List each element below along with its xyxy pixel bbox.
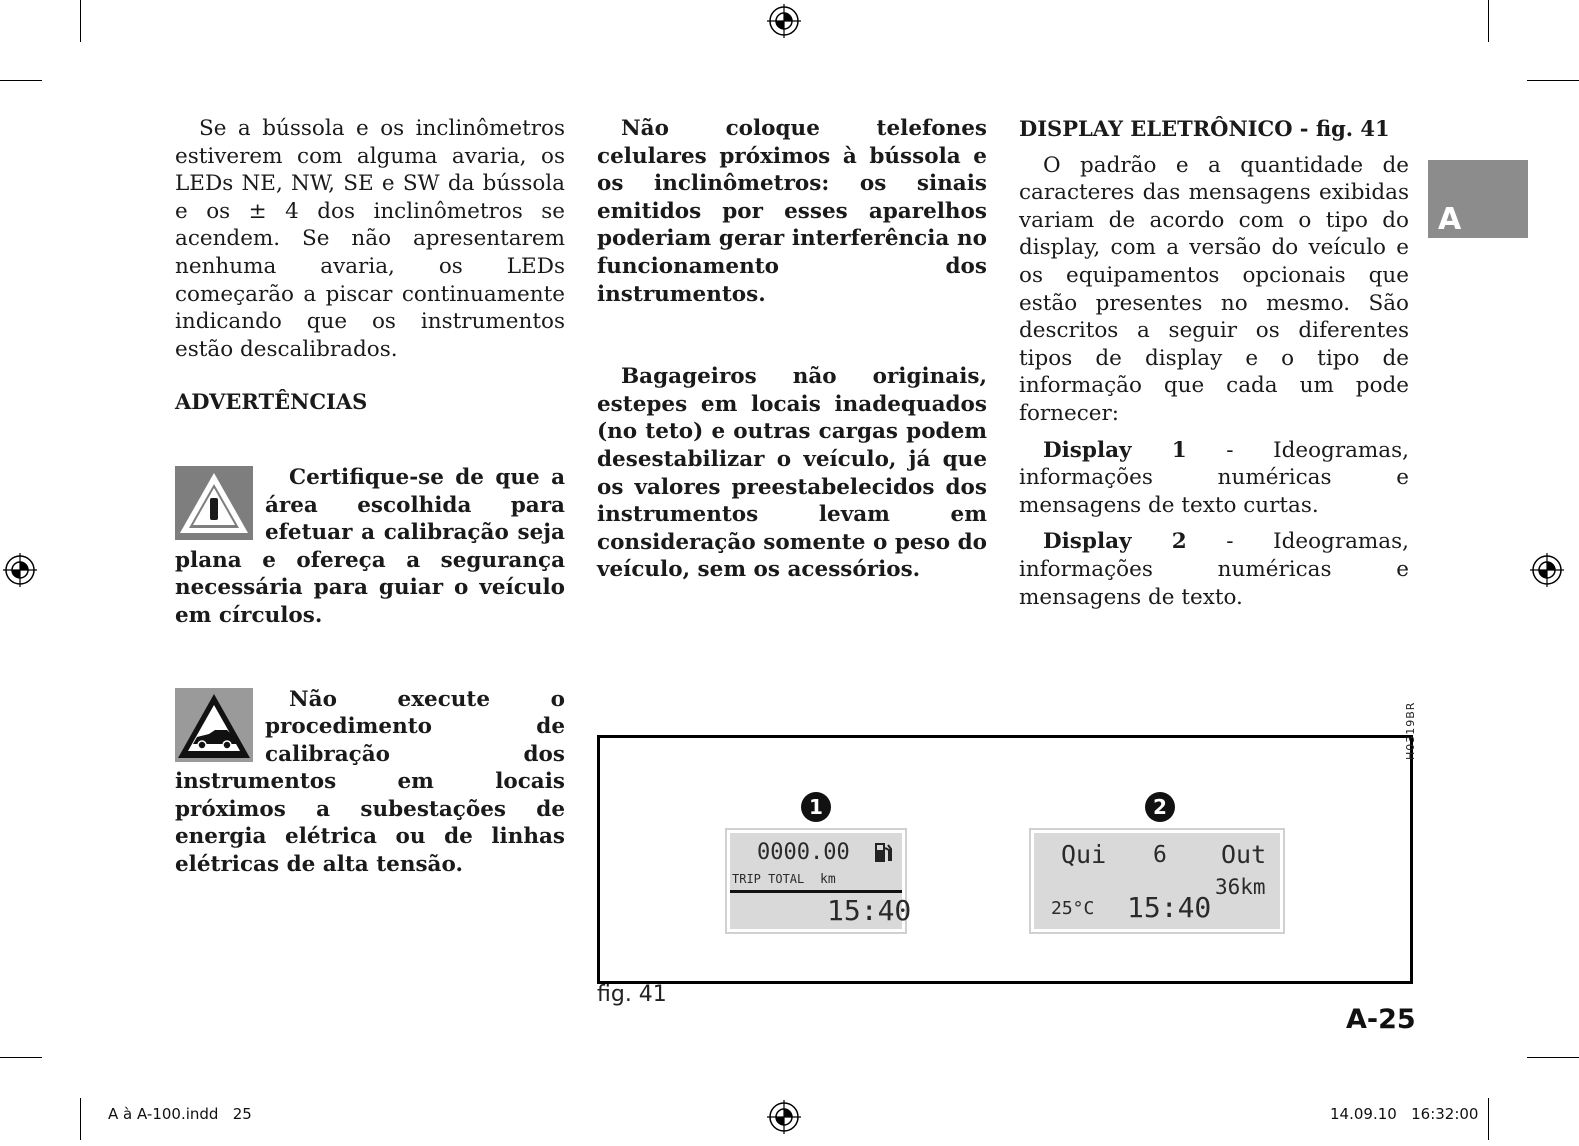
crop-mark [0,80,42,81]
display1-label: Display 1 [1043,437,1187,463]
figure-box [597,735,1413,984]
figure-caption: fig. 41 [597,982,667,1007]
warning-block-2 [175,686,565,879]
display1-divider [730,890,902,893]
display-intro: O padrão e a quantidade de caracteres das mensagens exibidas variam de acordo com o tipo do display, com a versão do veículo e os equipamentos opcionais que estão presentes no mesmo. São descritos a seguir os diferentes tipos de display e o tipo de informação que cada um pode fornecer: [1019,152,1409,426]
display2-number-badge: 2 [1145,792,1175,822]
figure-code: H0319BR [1404,701,1417,760]
crop-mark [1488,0,1489,42]
warning-text-2: Não execute o procedimento de calibração dos instrumentos em locais próximos a subestações de energia elétrica ou de linhas elétricas de alta tensão. [175,686,565,878]
crop-mark [0,1057,42,1058]
warning-block-1 [175,464,565,630]
crop-mark [80,0,81,42]
warnings-heading: ADVERTÊNCIAS [175,389,368,415]
display2-date: 6 [1153,842,1167,868]
display2-range: 36km [1215,875,1266,899]
section-tab [1428,160,1528,238]
display2-label: Display 2 [1043,529,1187,555]
car-warning-triangle-icon [175,688,253,762]
display2-month: Out [1221,840,1267,869]
warning-text-1: Certifique-se de que a área escolhida para efetuar a calibração seja plana e ofereça a segurança necessária para guiar o veículo em círculos. [175,464,565,628]
display2-time: 15:40 [1127,891,1212,924]
warning-triangle-icon [175,466,253,540]
display1-lcd [725,828,912,934]
slug-filename: A à A-100.indd 25 [108,1105,252,1123]
display1-text: - Ideogramas, informações numéricas e mensagens de texto curtas. [1019,437,1409,518]
display1-number-badge: 1 [801,792,831,822]
column-right [1019,115,1409,611]
crop-mark [1488,1098,1489,1140]
fuel-pump-icon [873,840,893,864]
registration-mark-icon [767,4,801,38]
section-tab-letter: A [1438,202,1462,237]
registration-mark-icon [3,553,37,587]
display2-temperature: 25°C [1051,898,1095,919]
registration-mark-icon [1530,553,1564,587]
display2-text: - Ideogramas, informações numéricas e mensagens de texto. [1019,529,1409,610]
column-middle [597,115,987,584]
display1-time: 15:40 [827,894,912,927]
luggage-warning-text: Bagageiros não originais, estepes em locais inadequados (no teto) e outras cargas podem desestabilizar o veículo, já que os valores preestabelecidos dos instrumentos levam em consideração somente o peso do veículo, sem os acessórios. [597,364,987,583]
page-number: A-25 [1346,1004,1416,1035]
display1-trip-label: TRIP TOTAL [732,872,805,886]
crop-mark [1527,1057,1579,1058]
crop-mark [1527,80,1579,81]
display2-day: Qui [1061,840,1107,869]
column-left [175,115,565,879]
display2-description [1019,528,1409,611]
compass-paragraph: Se a bússola e os inclinômetros estiverem com alguma avaria, os LEDs NE, NW, SE e SW da bússola e os ± 4 dos inclinômetros se acendem. Se não apresentarem nenhuma avaria, os LEDs começarão a piscar continuamente indicando que os instrumentos estão descalibrados. [175,116,565,362]
slug-timestamp: 14.09.10 16:32:00 [1330,1105,1479,1123]
registration-mark-icon [767,1100,801,1134]
crop-mark [80,1098,81,1140]
phone-warning-text: Não coloque telefones celulares próximos à bússola e os inclinômetros: os sinais emitidos por esses aparelhos poderiam gerar interferência no funcionamento dos instrumentos. [597,116,987,307]
display1-odometer: 0000.00 [757,840,850,865]
display1-description [1019,437,1409,520]
display-heading: DISPLAY ELETRÔNICO - fig. 41 [1019,116,1390,141]
display2-lcd [1029,828,1285,934]
display1-unit: km [820,872,836,887]
